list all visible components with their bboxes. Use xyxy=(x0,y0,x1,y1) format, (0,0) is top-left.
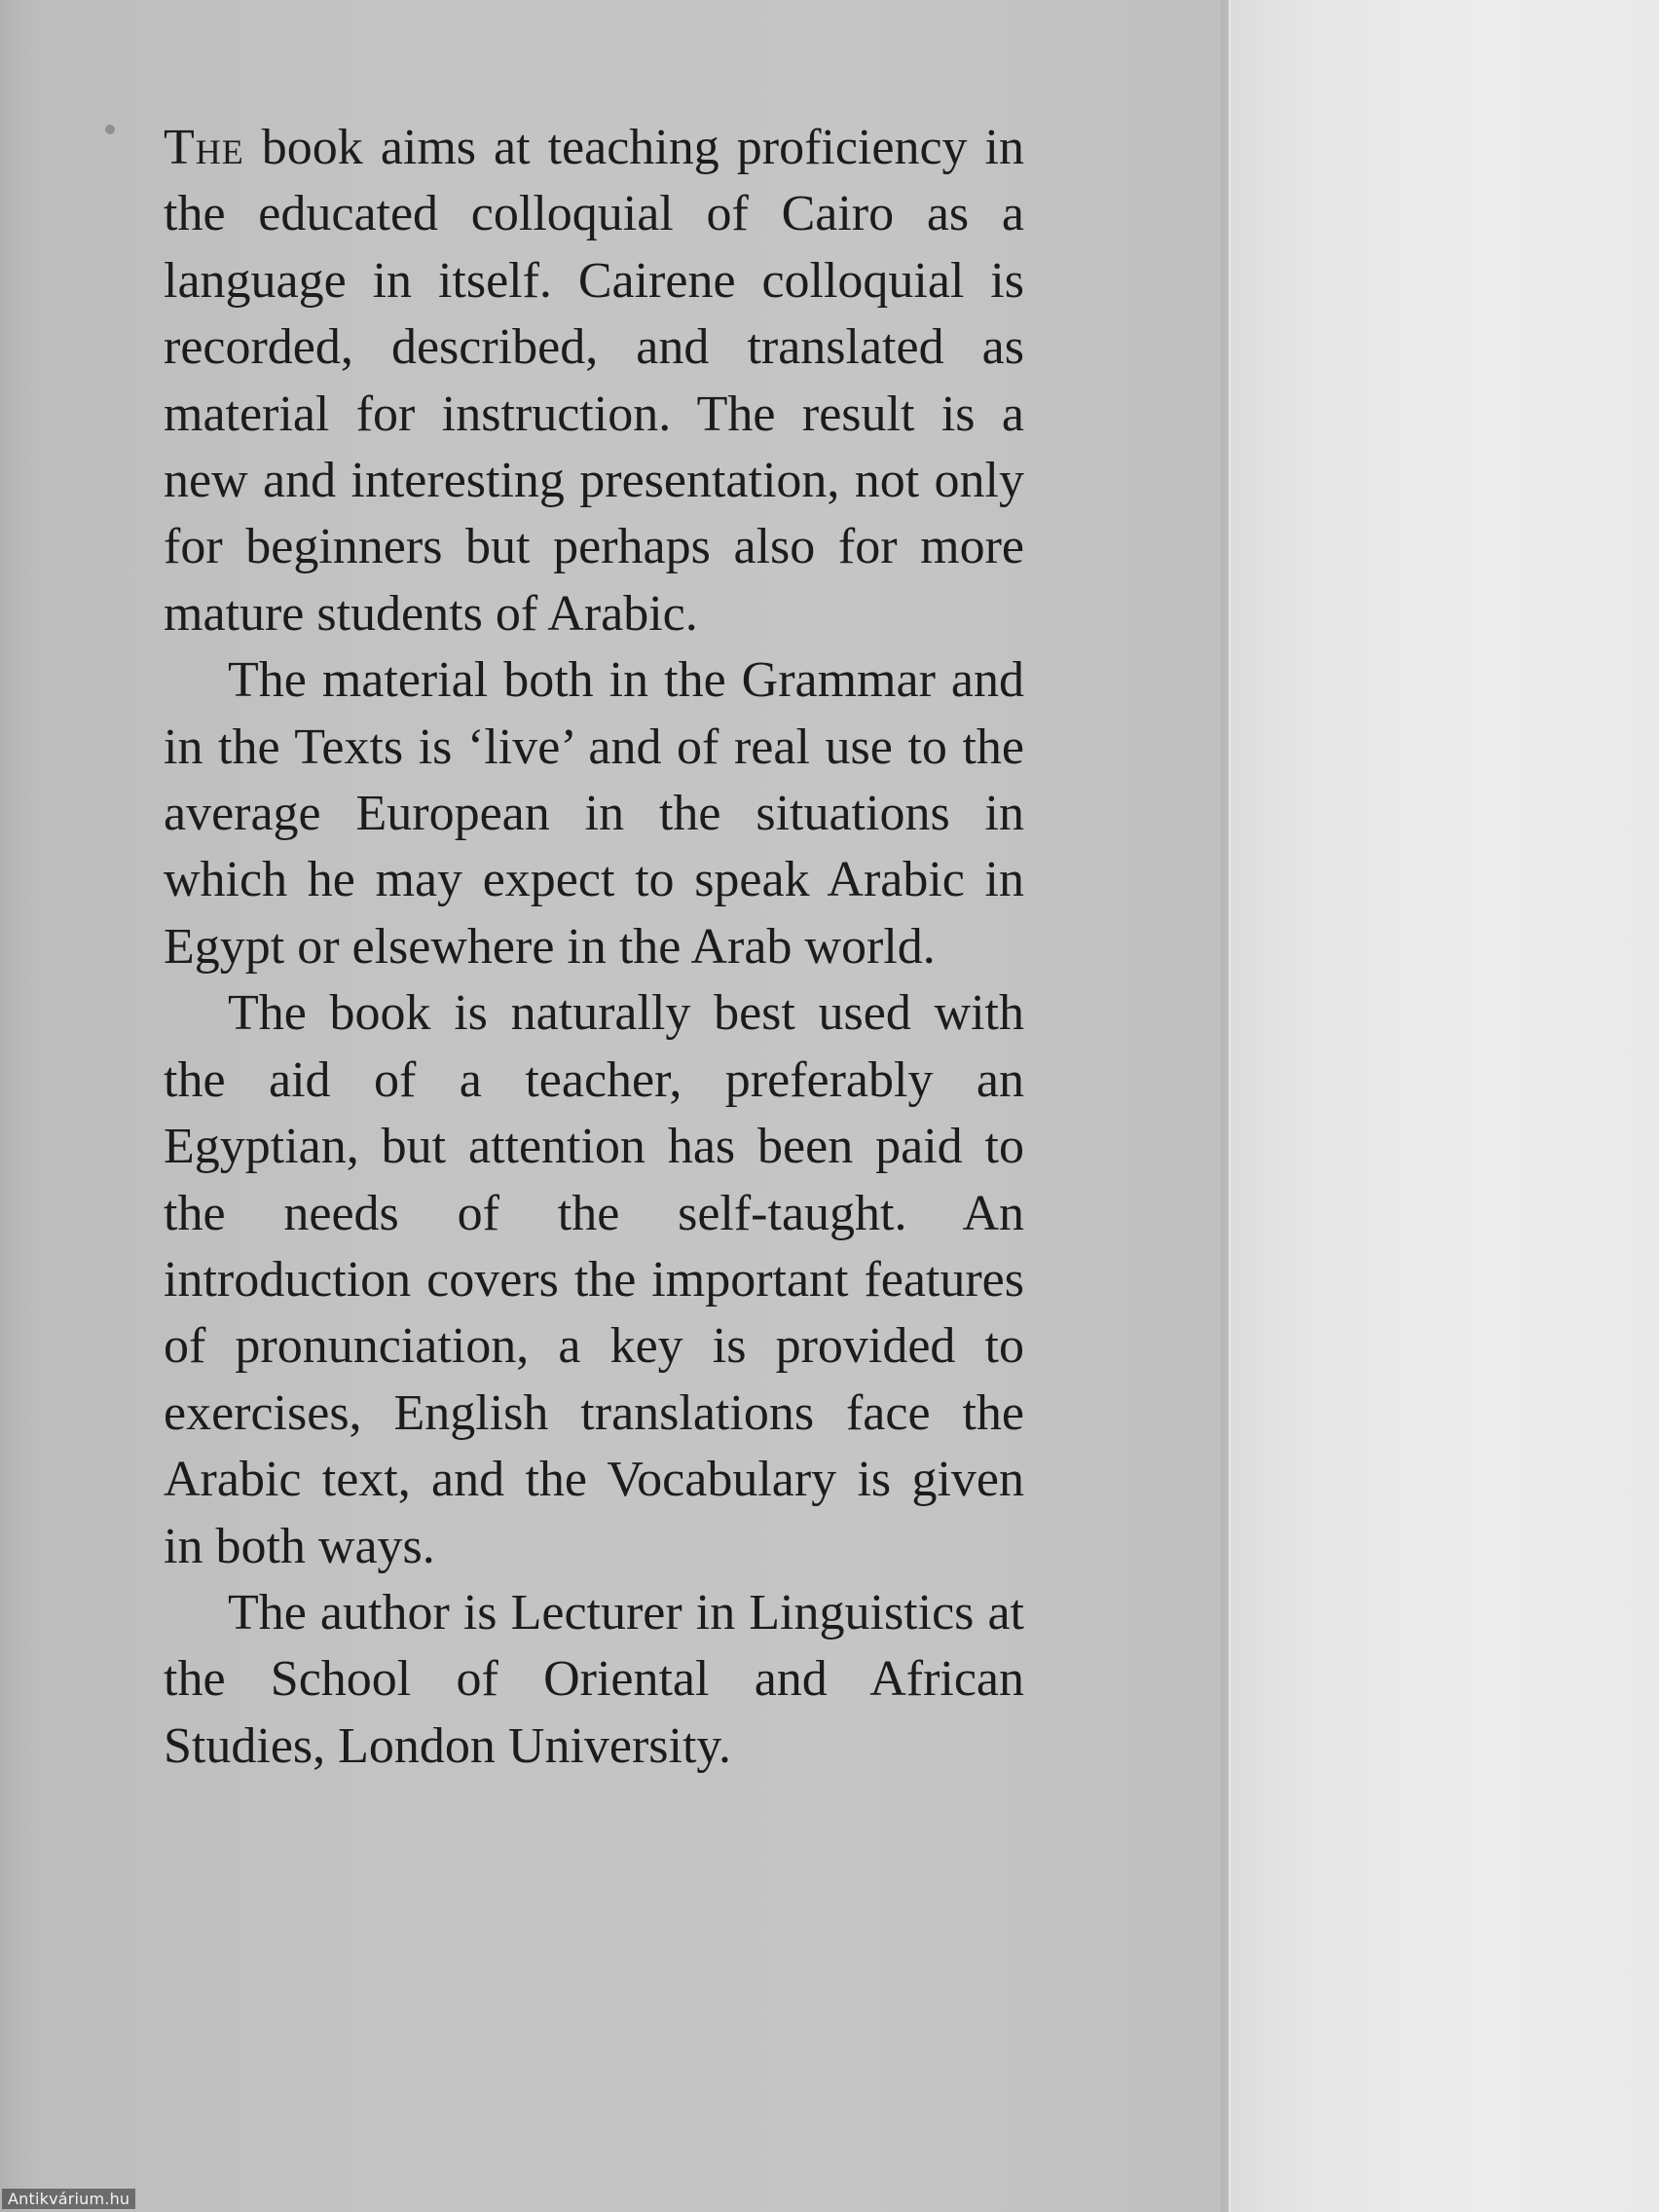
jacket-blurb-text xyxy=(164,115,1024,1780)
flap-edge-shadow xyxy=(1221,0,1231,2212)
paper-speck xyxy=(105,125,115,134)
blurb-lead-word: The xyxy=(164,120,244,175)
blurb-paragraph-1 xyxy=(164,115,1024,647)
watermark: Antikvárium.hu xyxy=(2,2189,135,2209)
blurb-paragraph-4: The author is Lecturer in Linguistics at the School of Oriental and African Studies, London University. xyxy=(164,1584,1024,1774)
blurb-paragraph-3: The book is naturally best used with the aid of a teacher, preferably an Egyptian, but attention has been paid to the needs of the self-taught. An introduction covers the important features of pronunciation, a key is provided to exercises, English translations face the Arabic text, and the Vocabulary is given in both ways. xyxy=(164,985,1024,1574)
blurb-paragraph-2: The material both in the Grammar and in the Texts is ‘live’ and of real use to the average European in the situations in which he may expect to speak Arabic in Egypt or elsewhere in the Arab world. xyxy=(164,652,1024,975)
blurb-paragraph-1-text: book aims at teaching proficiency in the educated colloquial of Cairo as a language in itself. Cairene colloquial is recorded, described, and translated as material for instruction. The result is a new and interesting presentation, not only for beginners but perhaps also for more mature students of Arabic. xyxy=(164,120,1024,642)
background-surface xyxy=(1231,0,1659,2212)
